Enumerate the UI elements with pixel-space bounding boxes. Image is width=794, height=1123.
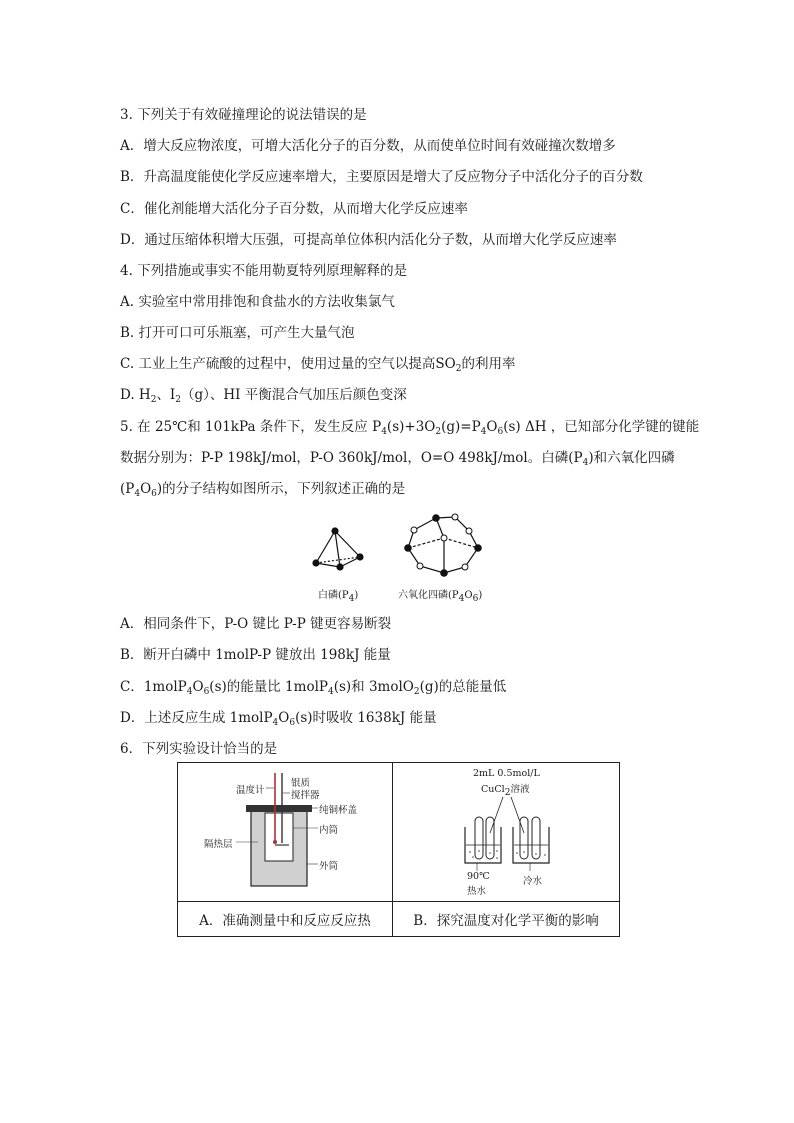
- label-solution-name: CuCl$_2$溶液: [481, 784, 530, 798]
- label-lid: 纯铜杯盖: [319, 805, 358, 816]
- q5-stem-line3: $(P_4O_6)$的分子结构如图所示，下列叙述正确的是: [120, 481, 406, 499]
- q6-stem: 6．下列实验设计恰当的是: [120, 741, 278, 757]
- q3-stem: 3. 下列关于有效碰撞理论的说法错误的是: [120, 107, 367, 123]
- label-solution-conc: 2mL 0.5mol/L: [473, 768, 540, 779]
- q5-option-b: B．断开白磷中 1molP-P 键放出 198kJ 能量: [120, 647, 391, 663]
- q5-option-a: A．相同条件下，P-O 键比 P-P 键更容易断裂: [120, 616, 392, 632]
- label-inner: 内筒: [319, 825, 339, 836]
- label-insulation: 隔热层: [204, 839, 233, 850]
- label-cold-water: 冷水: [523, 876, 543, 887]
- q3-option-d: D．通过压缩体积增大压强，可提高单位体积内活化分子数，从而增大化学反应速率: [120, 232, 617, 248]
- label-stirrer-2: 搅拌器: [291, 790, 320, 801]
- q4-stem: 4. 下列措施或事实不能用勒夏特列原理解释的是: [120, 263, 408, 279]
- q5-option-d: D．上述反应生成 $1molP_4O_6(s)$时吸收 1638kJ 能量: [120, 710, 437, 728]
- q3-option-b: B．升高温度能使化学反应速率增大，主要原因是增大了反应物分子中活化分子的百分数: [120, 169, 643, 185]
- q3-option-c: C．催化剂能增大活化分子百分数，从而增大化学反应速率: [120, 201, 468, 217]
- white-phosphorus-structure: [310, 525, 366, 573]
- p4o6-structure: [398, 511, 488, 581]
- calorimeter-diagram: [178, 763, 392, 901]
- label-hot-water: 热水: [467, 886, 487, 897]
- experiment-table: [177, 762, 620, 937]
- q4-option-b: B. 打开可口可乐瓶塞，可产生大量气泡: [120, 325, 355, 341]
- calorimeter-cell: [178, 763, 393, 902]
- q3-option-a: A．增大反应物浓度，可增大活化分子的百分数，从而使单位时间有效碰撞次数增多: [120, 138, 616, 154]
- p4o6-label: 六氧化四磷$(P_4O_6)$: [398, 590, 483, 604]
- q4-option-c: C. 工业上生产硫酸的过程中，使用过量的空气以提高$SO_2$的利用率: [120, 356, 516, 374]
- white-phosphorus-label: 白磷$(P_4)$: [318, 590, 359, 604]
- q4-option-d: D. $H_2$、$I_2(g)$、HI 平衡混合气加压后颜色变深: [120, 387, 407, 405]
- q5-stem-line2: 数据分别为：P-P 198kJ/mol，P-O 360kJ/mol，O=O 498kJ/mol。白磷$(P_4)$和六氧化四磷: [120, 450, 675, 468]
- q5-option-c: C．$1molP_4O_6(s)$的能量比 1molP$_4$(s)和 3molO$_2$(g)的总能量低: [120, 679, 507, 697]
- label-outer: 外筒: [319, 861, 339, 872]
- label-thermometer: 温度计: [236, 785, 265, 796]
- q4-option-a: A. 实验室中常用排饱和食盐水的方法收集氯气: [120, 294, 395, 310]
- label-stirrer-1: 银质: [291, 778, 311, 789]
- option-a-caption: A．准确测量中和反应反应热: [178, 902, 393, 937]
- label-hot-temp: 90℃: [467, 871, 490, 882]
- option-b-caption: B．探究温度对化学平衡的影响: [393, 902, 620, 937]
- q5-stem-line1: 5. 在 25℃和 101kPa 条件下，发生反应 $P_4(s)+3O_2(g)=P_4O_6(s)$ ΔH ，已知部分化学键的键能: [120, 419, 700, 437]
- beakers-cell: [393, 763, 620, 902]
